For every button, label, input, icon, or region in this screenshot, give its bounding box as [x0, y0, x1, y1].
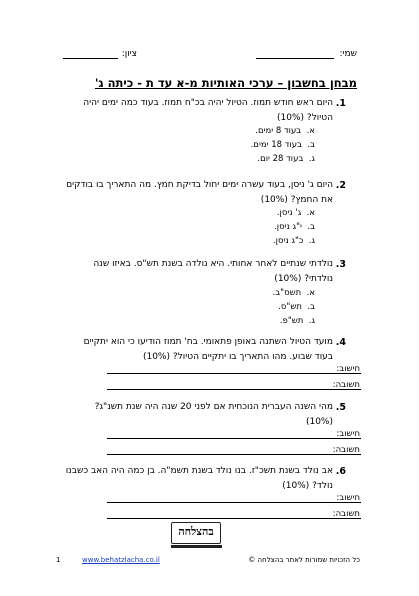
name-label: שמי: [339, 49, 357, 59]
question-4 [52, 335, 346, 365]
question-number: 6. [335, 466, 346, 477]
question-text-line: נולד? (10%) [282, 481, 333, 491]
question-text-line: מועד הטיול השתנה באופן פתאומי. בח' תמוז הודיעו כי הוא יתקיים [83, 337, 333, 347]
question-text-line: היום ג' ניסן, בעוד עשרה ימים יחול בדיקת חמץ. מה התאריך בו בודקים [66, 180, 333, 190]
exercise-label: חישוב: [336, 493, 360, 503]
page-title: מבחן בחשבון – ערכי האותיות מ-א עד ת - כיתה ג' [94, 76, 357, 90]
option-c[interactable]: ג. בעוד 28 יום. [257, 154, 315, 164]
exercise-line[interactable] [107, 502, 361, 503]
answer-label: תשובה: [332, 509, 360, 519]
question-text-line: הטיול? (10%) [277, 113, 333, 123]
page-number: 1 [56, 556, 61, 564]
question-text-line: נולדתי? (10%) [274, 274, 333, 284]
exercise-label: חישוב: [336, 364, 360, 374]
question-number: 1. [335, 98, 346, 109]
grade-field[interactable] [63, 58, 118, 59]
answer-line[interactable] [107, 389, 361, 390]
question-5 [52, 400, 346, 430]
answer-label: תשובה: [332, 380, 360, 390]
option-b[interactable]: ב. בעוד 18 ימים. [250, 140, 315, 150]
behatzlacha-logo: בהצלחה [171, 522, 221, 544]
question-text-line: (10%) [305, 417, 333, 427]
question-text-line: היום ראש חודש תמוז. הטיול יהיה בכ"ח תמוז. בעוד כמה ימים יהיה [83, 98, 333, 108]
logo-underline [171, 545, 222, 548]
exercise-label: חישוב: [336, 429, 360, 439]
question-6 [52, 464, 346, 494]
question-1 [52, 96, 346, 126]
question-text-line: נולדתי שנתיים לאחר אחותי. היא נולדה בשנת תש"ס. באיזו שנה [93, 259, 333, 269]
answer-line[interactable] [107, 454, 361, 455]
exercise-line[interactable] [107, 373, 361, 374]
question-number: 4. [335, 337, 346, 348]
exercise-line[interactable] [107, 438, 361, 439]
option-b[interactable]: ב. תש"ס. [278, 302, 315, 312]
copyright-text: כל הזכויות שמורות לאתר בהצלחה © [248, 556, 360, 564]
question-2 [52, 178, 346, 208]
site-link[interactable]: www.behatzlacha.co.il [82, 556, 160, 564]
name-field[interactable] [256, 58, 334, 59]
option-b[interactable]: ב. י"ג ניסן. [274, 222, 315, 232]
question-number: 3. [335, 259, 346, 270]
option-a[interactable]: א. תשס"ב. [272, 288, 315, 298]
question-text-line: אב נולד בשנת תשכ"ז. בנו נולד בשנת תשמ"ה. בן כמה היה האב כשבנו [65, 466, 333, 476]
option-c[interactable]: ג. כ"ג ניסן. [272, 236, 315, 246]
option-a[interactable]: א. בעוד 8 ימים. [255, 126, 315, 136]
question-number: 2. [335, 180, 346, 191]
grade-label: ציון: [121, 49, 137, 59]
answer-line[interactable] [107, 518, 361, 519]
question-text-line: את החמץ? (10%) [260, 195, 333, 205]
answer-label: תשובה: [332, 445, 360, 455]
option-a[interactable]: א. ג' ניסן. [276, 208, 315, 218]
question-text-line: מהי השנה העברית הנוכחית אם לפני 20 שנה היה שנת תשנ"ג? [94, 402, 333, 412]
question-text-line: בעוד שבוע. מהו התאריך בו יתקיים הטיול? (10%) [142, 352, 333, 362]
option-c[interactable]: ג. תש"פ. [279, 316, 315, 326]
question-number: 5. [335, 402, 346, 413]
question-3 [52, 257, 346, 287]
